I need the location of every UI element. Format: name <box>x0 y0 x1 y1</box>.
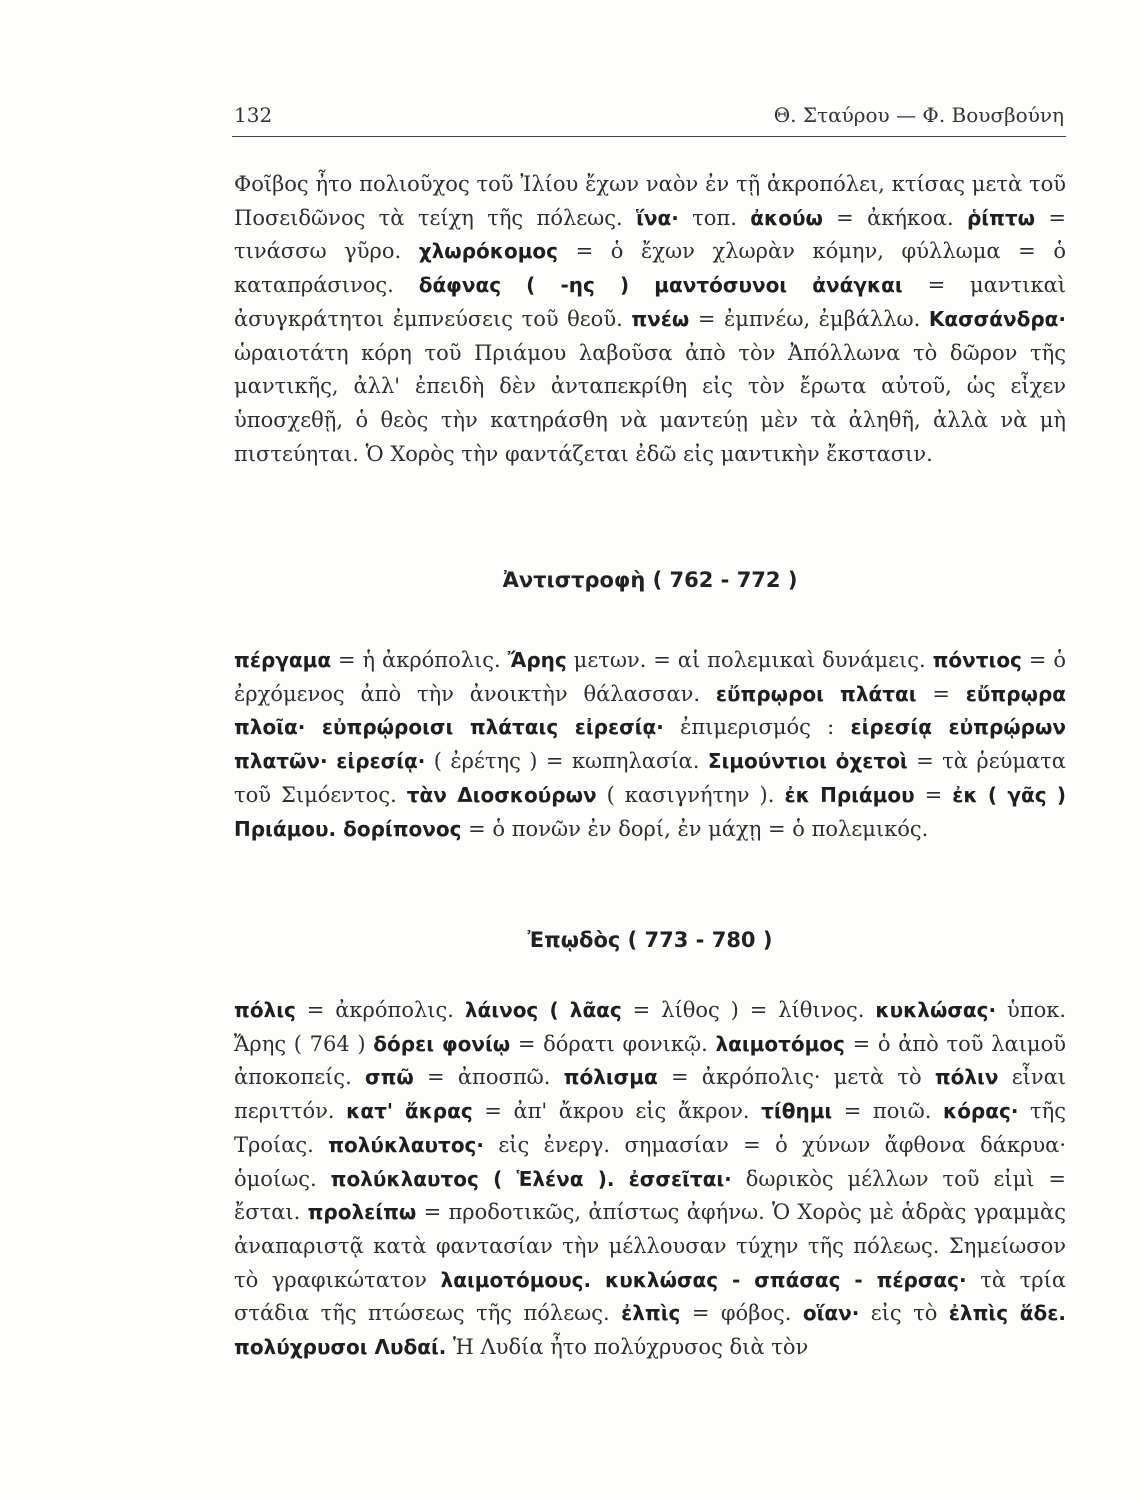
section-heading-antistrophe: Ἀντιστροφὴ ( 762 - 772 ) <box>502 568 798 592</box>
gloss-text: = ἐμπνέω, ἐμβάλλω. <box>689 306 929 331</box>
gloss-text: = ἀποσπῶ. <box>413 1065 564 1090</box>
gloss-text: ὑποκ. Ἄρης ( 764 ) <box>234 998 1067 1056</box>
lemma-term: εὔπρῳρα πλοῖα· εὐπρῴροισι πλάταις εἰρεσίᾳ· <box>234 681 1067 740</box>
gloss-text: = ἀκήκοα. <box>822 205 967 230</box>
gloss-text: = ὁ ἔχων χλωρὰν κόμην, φύλλωμα = ὁ καταπράσινος. <box>234 239 1066 298</box>
lemma-term: πολύκλαυτος ( Ἑλένα ). ἐσσεῖται· <box>330 1166 732 1191</box>
lemma-term: δόρει φονίῳ <box>373 1031 511 1056</box>
gloss-text: = τὰ ῥεύματα τοῦ Σιμόεντος. <box>234 749 1066 807</box>
lemma-term: ῥίπτω <box>966 205 1036 230</box>
gloss-text: = ποιῶ. <box>832 1099 943 1124</box>
lemma-term: τίθημι <box>761 1099 833 1124</box>
lemma-term: σπῶ <box>365 1065 414 1090</box>
lemma-term: πολύκλαυτος· <box>328 1132 485 1157</box>
gloss-text: εἰς ἐνεργ. σημασίαν = ὁ χύνων ἄφθονα δάκρυα· ὁμοίως. <box>234 1132 1066 1191</box>
lemma-term: δάφνας ( -ης ) μαντόσυνοι ἀνάγκαι <box>418 273 903 298</box>
gloss-text: = <box>914 782 953 807</box>
lemma-term: ἵνα· <box>636 205 679 230</box>
commentary-paragraph-3 <box>234 994 1066 1365</box>
gloss-text: = <box>916 681 966 706</box>
page-number: 132 <box>234 103 273 127</box>
lemma-term: λαιμοτόμους. κυκλώσας - σπάσας - πέρσας· <box>440 1267 967 1292</box>
gloss-text: ( ἐρέτης ) = κωπηλασία. <box>425 749 708 774</box>
gloss-text: εἶναι περιττόν. <box>234 1065 1067 1124</box>
gloss-text: δωρικὸς μέλλων τοῦ εἰμὶ = ἔσται. <box>234 1166 1066 1225</box>
lemma-term: λάινος ( λᾶας <box>464 998 622 1022</box>
gloss-text: ( κασιγνήτην ). <box>596 782 785 807</box>
lemma-term: πόντιος <box>932 648 1022 672</box>
gloss-text: = ὁ ἀπὸ τοῦ λαιμοῦ ἀποκοπείς. <box>234 1031 1066 1090</box>
lemma-term: εὔπρῳροι πλάται <box>715 681 917 706</box>
gloss-text: = τινάσσω γῦρο. <box>234 205 1067 264</box>
commentary-paragraph-1 <box>234 168 1066 471</box>
lemma-term: χλωρόκομος <box>418 239 559 264</box>
lemma-term: κατ' ἄκρας <box>346 1099 473 1124</box>
lemma-term: ἀκούω <box>750 205 823 230</box>
gloss-text: τῆς Τροίας. <box>234 1099 1066 1157</box>
gloss-text: Ἡ Λυδία ἦτο πολύχρυσος διὰ τὸν <box>446 1335 809 1360</box>
lemma-term: Κασσάνδρα· <box>928 306 1067 331</box>
gloss-text: = μαντικαὶ ἀσυγκράτητοι ἐμπνεύσεις τοῦ θεοῦ. <box>234 273 1067 331</box>
lemma-term: πέργαμα <box>234 648 332 672</box>
gloss-text: τὰ τρία στάδια τῆς πτώσεως τῆς πόλεως. <box>234 1267 1066 1326</box>
lemma-term: κυκλώσας· <box>875 998 997 1022</box>
lemma-term: πνέω <box>631 306 690 331</box>
lemma-term: ἐκ ( γᾶς ) Πριάμου. δορίπονος <box>234 782 1067 841</box>
running-title: Θ. Σταύρου — Φ. Βουσβούνη <box>773 103 1064 127</box>
gloss-text: = ὁ πονῶν ἐν δορί, ἐν μάχῃ = ὁ πολεμικός. <box>461 816 929 841</box>
gloss-text: = δόρατι φονικῷ. <box>510 1031 716 1056</box>
lemma-term: προλείπω <box>307 1200 417 1225</box>
lemma-term: πόλισμα <box>563 1065 658 1090</box>
lemma-term: οἵαν· <box>802 1301 860 1326</box>
lemma-term: εἰρεσίᾳ εὐπρῴρων πλατῶν· εἰρεσίᾳ· <box>234 715 1066 774</box>
lemma-term: κόρας· <box>942 1099 1019 1124</box>
gloss-text: = λίθος ) = λίθινος. <box>621 998 876 1022</box>
gloss-text: = ἀκρόπολις. <box>295 998 465 1022</box>
page-header <box>234 100 1064 130</box>
gloss-text: = ἡ ἀκρόπολις. <box>331 648 508 672</box>
gloss-text: = ἀπ' ἄκρου εἰς ἄκρον. <box>472 1099 762 1124</box>
commentary-paragraph-2 <box>234 644 1066 846</box>
lemma-term: ἐλπὶς <box>621 1301 681 1326</box>
gloss-text: = φόβος. <box>680 1301 803 1326</box>
lemma-term: ἐλπὶς ἅδε. πολύχρυσοι Λυδαί. <box>234 1301 1066 1360</box>
section-heading-epode: Ἐπῳδὸς ( 773 - 780 ) <box>527 928 773 952</box>
gloss-text: μετων. = αἱ πολεμικαὶ δυνάμεις. <box>566 648 933 672</box>
lemma-term: Σιμούντιοι ὀχετοὶ <box>707 749 908 774</box>
gloss-text: Φοῖβος ἦτο πολιοῦχος τοῦ Ἰλίου ἔχων ναὸν ἐν τῇ ἀκροπόλει, κτίσας μετὰ τοῦ Ποσειδῶνος τὰ τείχη τῆς πόλεως. <box>234 172 1066 230</box>
lemma-term: Ἄρης <box>507 648 567 672</box>
lemma-term: πόλιν <box>934 1065 999 1090</box>
lemma-term: πόλις <box>234 998 296 1022</box>
gloss-text: = ὁ ἐρχόμενος ἀπὸ τὴν ἀνοικτὴν θάλασσαν. <box>234 648 1066 706</box>
lemma-term: τὰν Διοσκούρων <box>406 782 597 807</box>
gloss-text: ἐπιμερισμός : <box>663 715 851 740</box>
gloss-text: τοπ. <box>678 205 751 230</box>
gloss-text: εἰς τὸ <box>859 1301 949 1326</box>
lemma-term: λαιμοτόμος <box>715 1031 845 1056</box>
gloss-text: ὡραιοτάτη κόρη τοῦ Πριάμου λαβοῦσα ἀπὸ τὸν Ἀπόλλωνα τὸ δῶρον τῆς μαντικῆς, ἀλλ' ἐπειδὴ δὲν ἀνταπεκρίθη εἰς τὸν ἔρωτα αὐτοῦ, ὡς εἶχεν ὑποσχεθῇ, ὁ θεὸς τὴν κατηράσθη νὰ μαντεύῃ μὲν τὰ ἀληθῆ, ἀλλὰ νὰ μὴ πιστεύηται. Ὁ Χορὸς τὴν φαντάζεται ἐδῶ εἰς μαντικὴν ἔκστασιν. <box>234 340 1066 466</box>
gloss-text: = ἀκρόπολις· μετὰ τὸ <box>657 1065 935 1090</box>
gloss-text: = προδοτικῶς, ἀπίστως ἀφήνω. Ὁ Χορὸς μὲ ἁδρὰς γραμμὰς ἀναπαριστᾷ κατὰ φαντασίαν τὴν μέλλουσαν τύχην τῆς πόλεως. Σημείωσον τὸ γραφικώτατον <box>234 1200 1066 1292</box>
lemma-term: ἐκ Πριάμου <box>784 782 915 807</box>
header-rule <box>232 136 1066 137</box>
